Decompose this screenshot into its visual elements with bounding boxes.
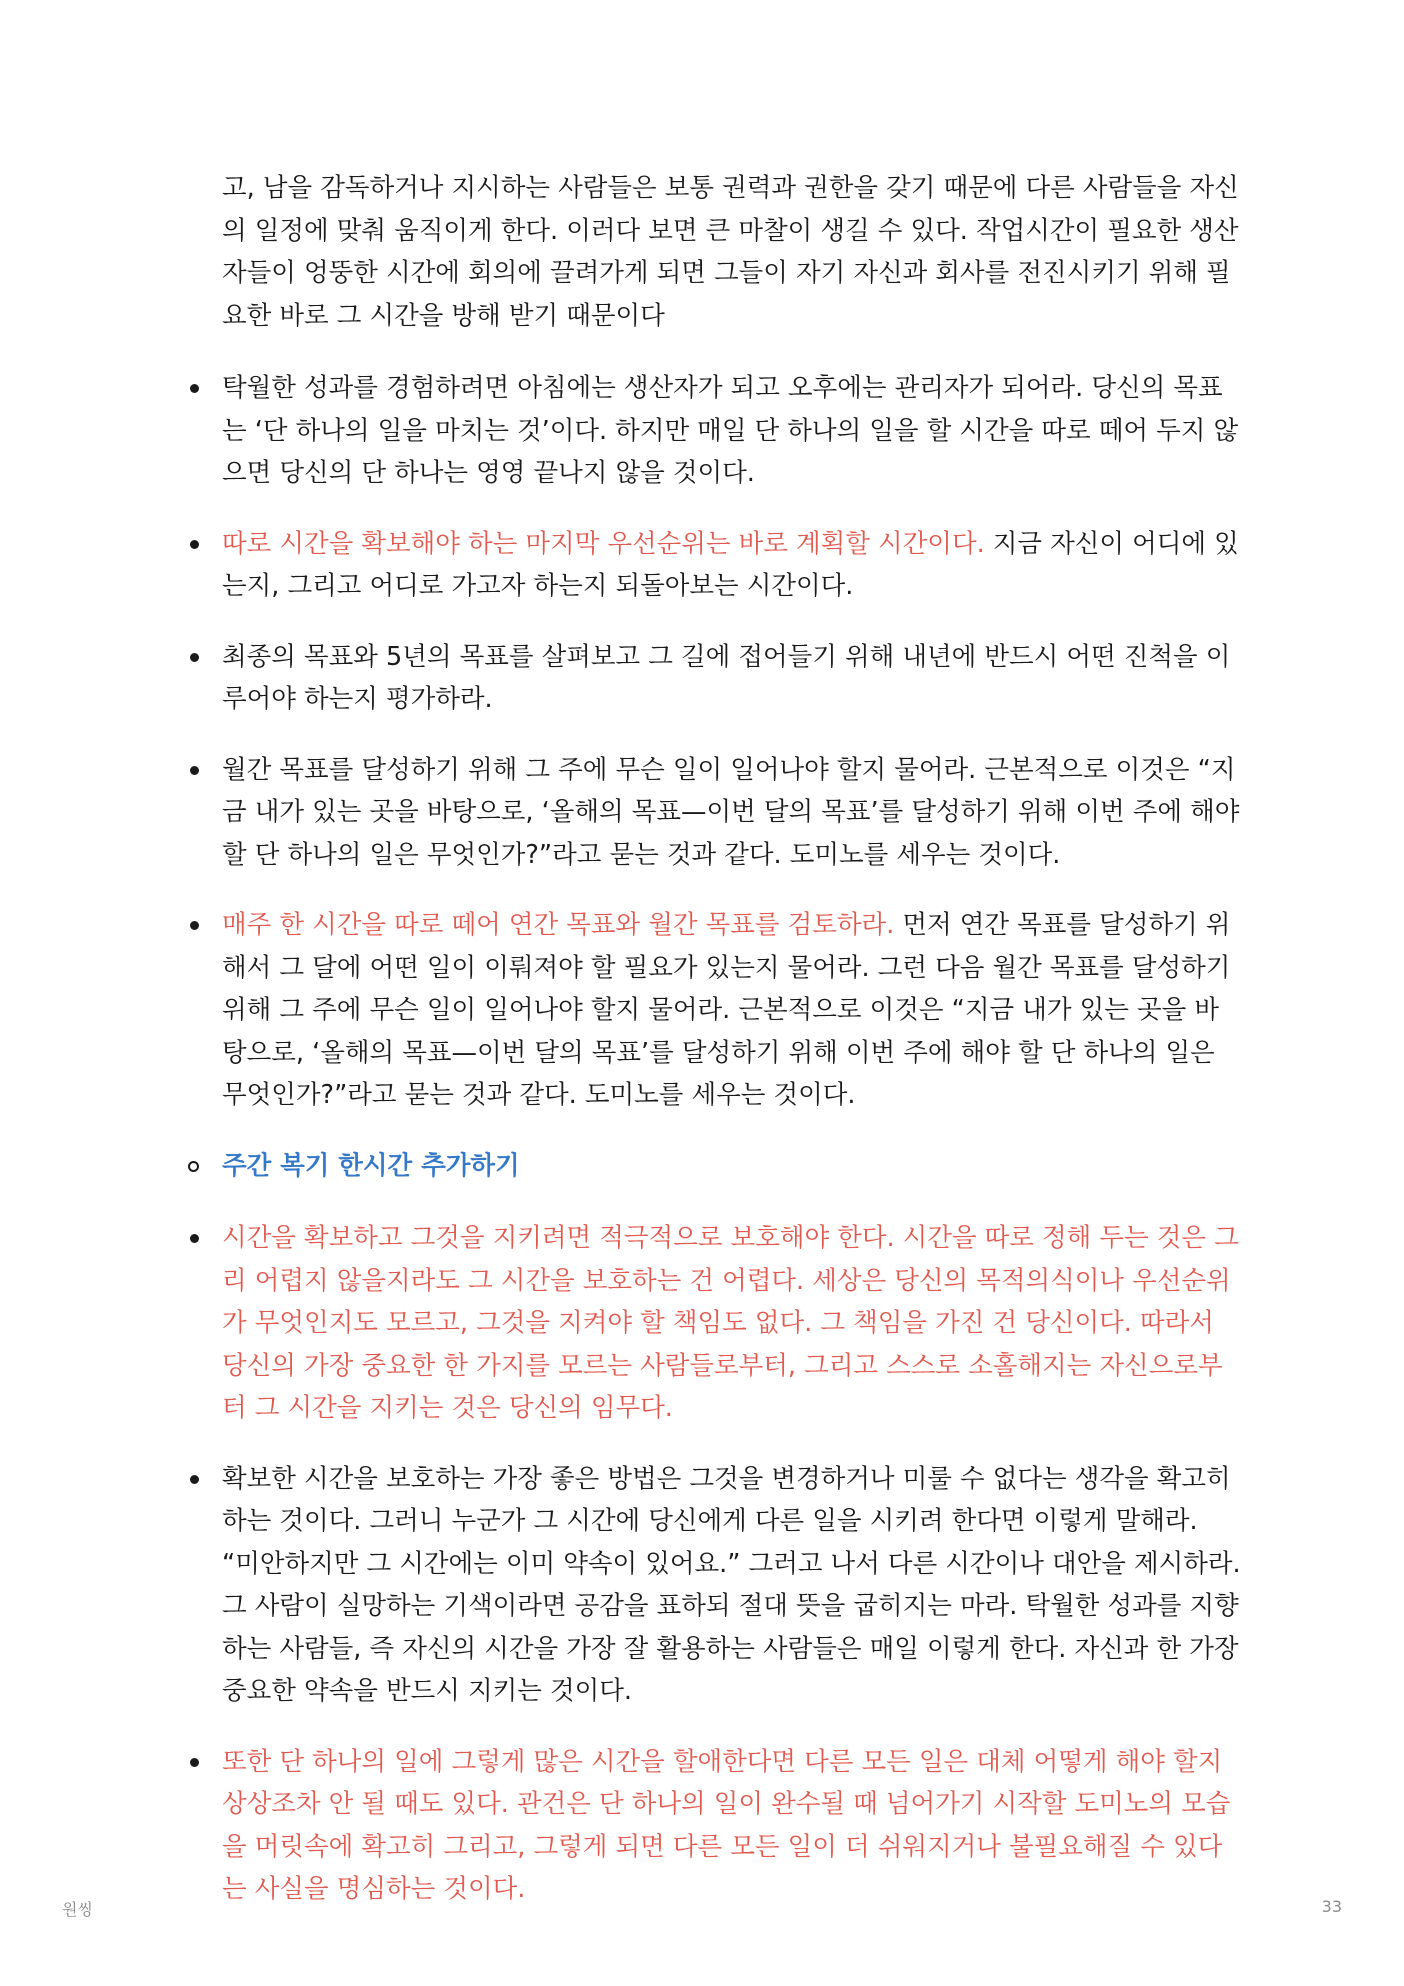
page-content bbox=[222, 167, 1242, 1939]
highlighted-text: 또한 단 하나의 일에 그렇게 많은 시간을 할애한다면 다른 모든 일은 대체 어떻게 해야 할지 상상조차 안 될 때도 있다. 관건은 단 하나의 일이 완수될 때 넘어가기 시작할 도미노의 모습을 머릿속에 확고히 그리고, 그렇게 되면 다른 모든 일이 더 쉬워지거나 불필요해질 수 있다는 사실을 명심하는 것이다. bbox=[222, 1746, 1231, 1904]
bullet-text: 먼저 연간 목표를 달성하기 위해서 그 달에 어떤 일이 이뤄져야 할 필요가 있는지 물어라. 그런 다음 월간 목표를 달성하기 위해 그 주에 무슨 일이 일어나야 할지 물어라. 근본적으로 이것은 “지금 내가 있는 곳을 바탕으로, ‘올해의 목표—이번 달의 목표’를 달성하기 위해 이번 주에 해야 할 단 하나의 일은 무엇인가?”라고 묻는 것과 같다. 도미노를 세우는 것이다. bbox=[222, 910, 1231, 1110]
bullet-text: 탁월한 성과를 경험하려면 아침에는 생산자가 되고 오후에는 관리자가 되어라. 당신의 목표는 ‘단 하나의 일을 마치는 것’이다. 하지만 매일 단 하나의 일을 할 시간을 따로 떼어 두지 않으면 당신의 단 하나는 영영 끝나지 않을 것이다. bbox=[222, 373, 1239, 488]
bullet-text: 확보한 시간을 보호하는 가장 좋은 방법은 그것을 변경하거나 미룰 수 없다는 생각을 확고히 하는 것이다. 그러니 누군가 그 시간에 당신에게 다른 일을 시키려 한다면 이렇게 말해라. “미안하지만 그 시간에는 이미 약속이 있어요.” 그러고 나서 다른 시간이나 대안을 제시하라. 그 사람이 실망하는 기색이라면 공감을 표하되 절대 뜻을 굽히지는 마라. 탁월한 성과를 지향하는 사람들, 즉 자신의 시간을 가장 잘 활용하는 사람들은 매일 이렇게 한다. 자신과 한 가장 중요한 약속을 반드시 지키는 것이다. bbox=[222, 1463, 1241, 1706]
highlighted-text: 시간을 확보하고 그것을 지키려면 적극적으로 보호해야 한다. 시간을 따로 정해 두는 것은 그리 어렵지 않을지라도 그 시간을 보호하는 건 어렵다. 세상은 당신의 목적의식이나 우선순위가 무엇인지도 모르고, 그것을 지켜야 할 책임도 없다. 그 책임을 가진 건 당신이다. 따라서 당신의 가장 중요한 한 가지를 모르는 사람들로부터, 그리고 스스로 소홀해지는 자신으로부터 그 시간을 지키는 것은 당신의 임무다. bbox=[222, 1223, 1239, 1423]
sub-list-item bbox=[222, 1145, 1242, 1188]
list-item bbox=[222, 1741, 1242, 1911]
bullet-text: 월간 목표를 달성하기 위해 그 주에 무슨 일이 일어나야 할지 물어라. 근본적으로 이것은 “지금 내가 있는 곳을 바탕으로, ‘올해의 목표—이번 달의 목표’를 달성하기 위해 이번 주에 해야 할 단 하나의 일은 무엇인가?”라고 묻는 것과 같다. 도미노를 세우는 것이다. bbox=[222, 754, 1240, 870]
list-item bbox=[222, 636, 1242, 721]
list-item bbox=[222, 1458, 1242, 1713]
list-item bbox=[222, 904, 1242, 1117]
list-item bbox=[222, 1217, 1242, 1430]
highlighted-text: 매주 한 시간을 따로 떼어 연간 목표와 월간 목표를 검토하라. bbox=[222, 910, 895, 940]
lead-paragraph: 고, 남을 감독하거나 지시하는 사람들은 보통 권력과 권한을 갖기 때문에 다른 사람들을 자신의 일정에 맞춰 움직이게 한다. 이러다 보면 큰 마찰이 생길 수 있다. 작업시간이 필요한 생산자들이 엉뚱한 시간에 회의에 끌려가게 되면 그들이 자기 자신과 회사를 전진시키기 위해 필요한 바로 그 시간을 방해 받기 때문이다 bbox=[222, 173, 1239, 331]
list-item bbox=[222, 523, 1242, 608]
footer-book-title: 원씽 bbox=[62, 1900, 93, 1919]
highlighted-text: 따로 시간을 확보해야 하는 마지막 우선순위는 바로 계획할 시간이다. bbox=[222, 528, 985, 559]
list-item bbox=[222, 367, 1242, 495]
bullet-text: 최종의 목표와 5년의 목표를 살펴보고 그 길에 접어들기 위해 내년에 반드시 어떤 진척을 이루어야 하는지 평가하라. bbox=[222, 641, 1231, 714]
bullet-text: 지금 자신이 어디에 있는지, 그리고 어디로 가고자 하는지 되돌아보는 시간이다. bbox=[222, 528, 1239, 601]
sub-bullet-text: 주간 복기 한시간 추가하기 bbox=[222, 1150, 520, 1181]
list-item bbox=[222, 749, 1242, 877]
page-number: 33 bbox=[1321, 1897, 1342, 1916]
bullet-list bbox=[222, 367, 1242, 1911]
